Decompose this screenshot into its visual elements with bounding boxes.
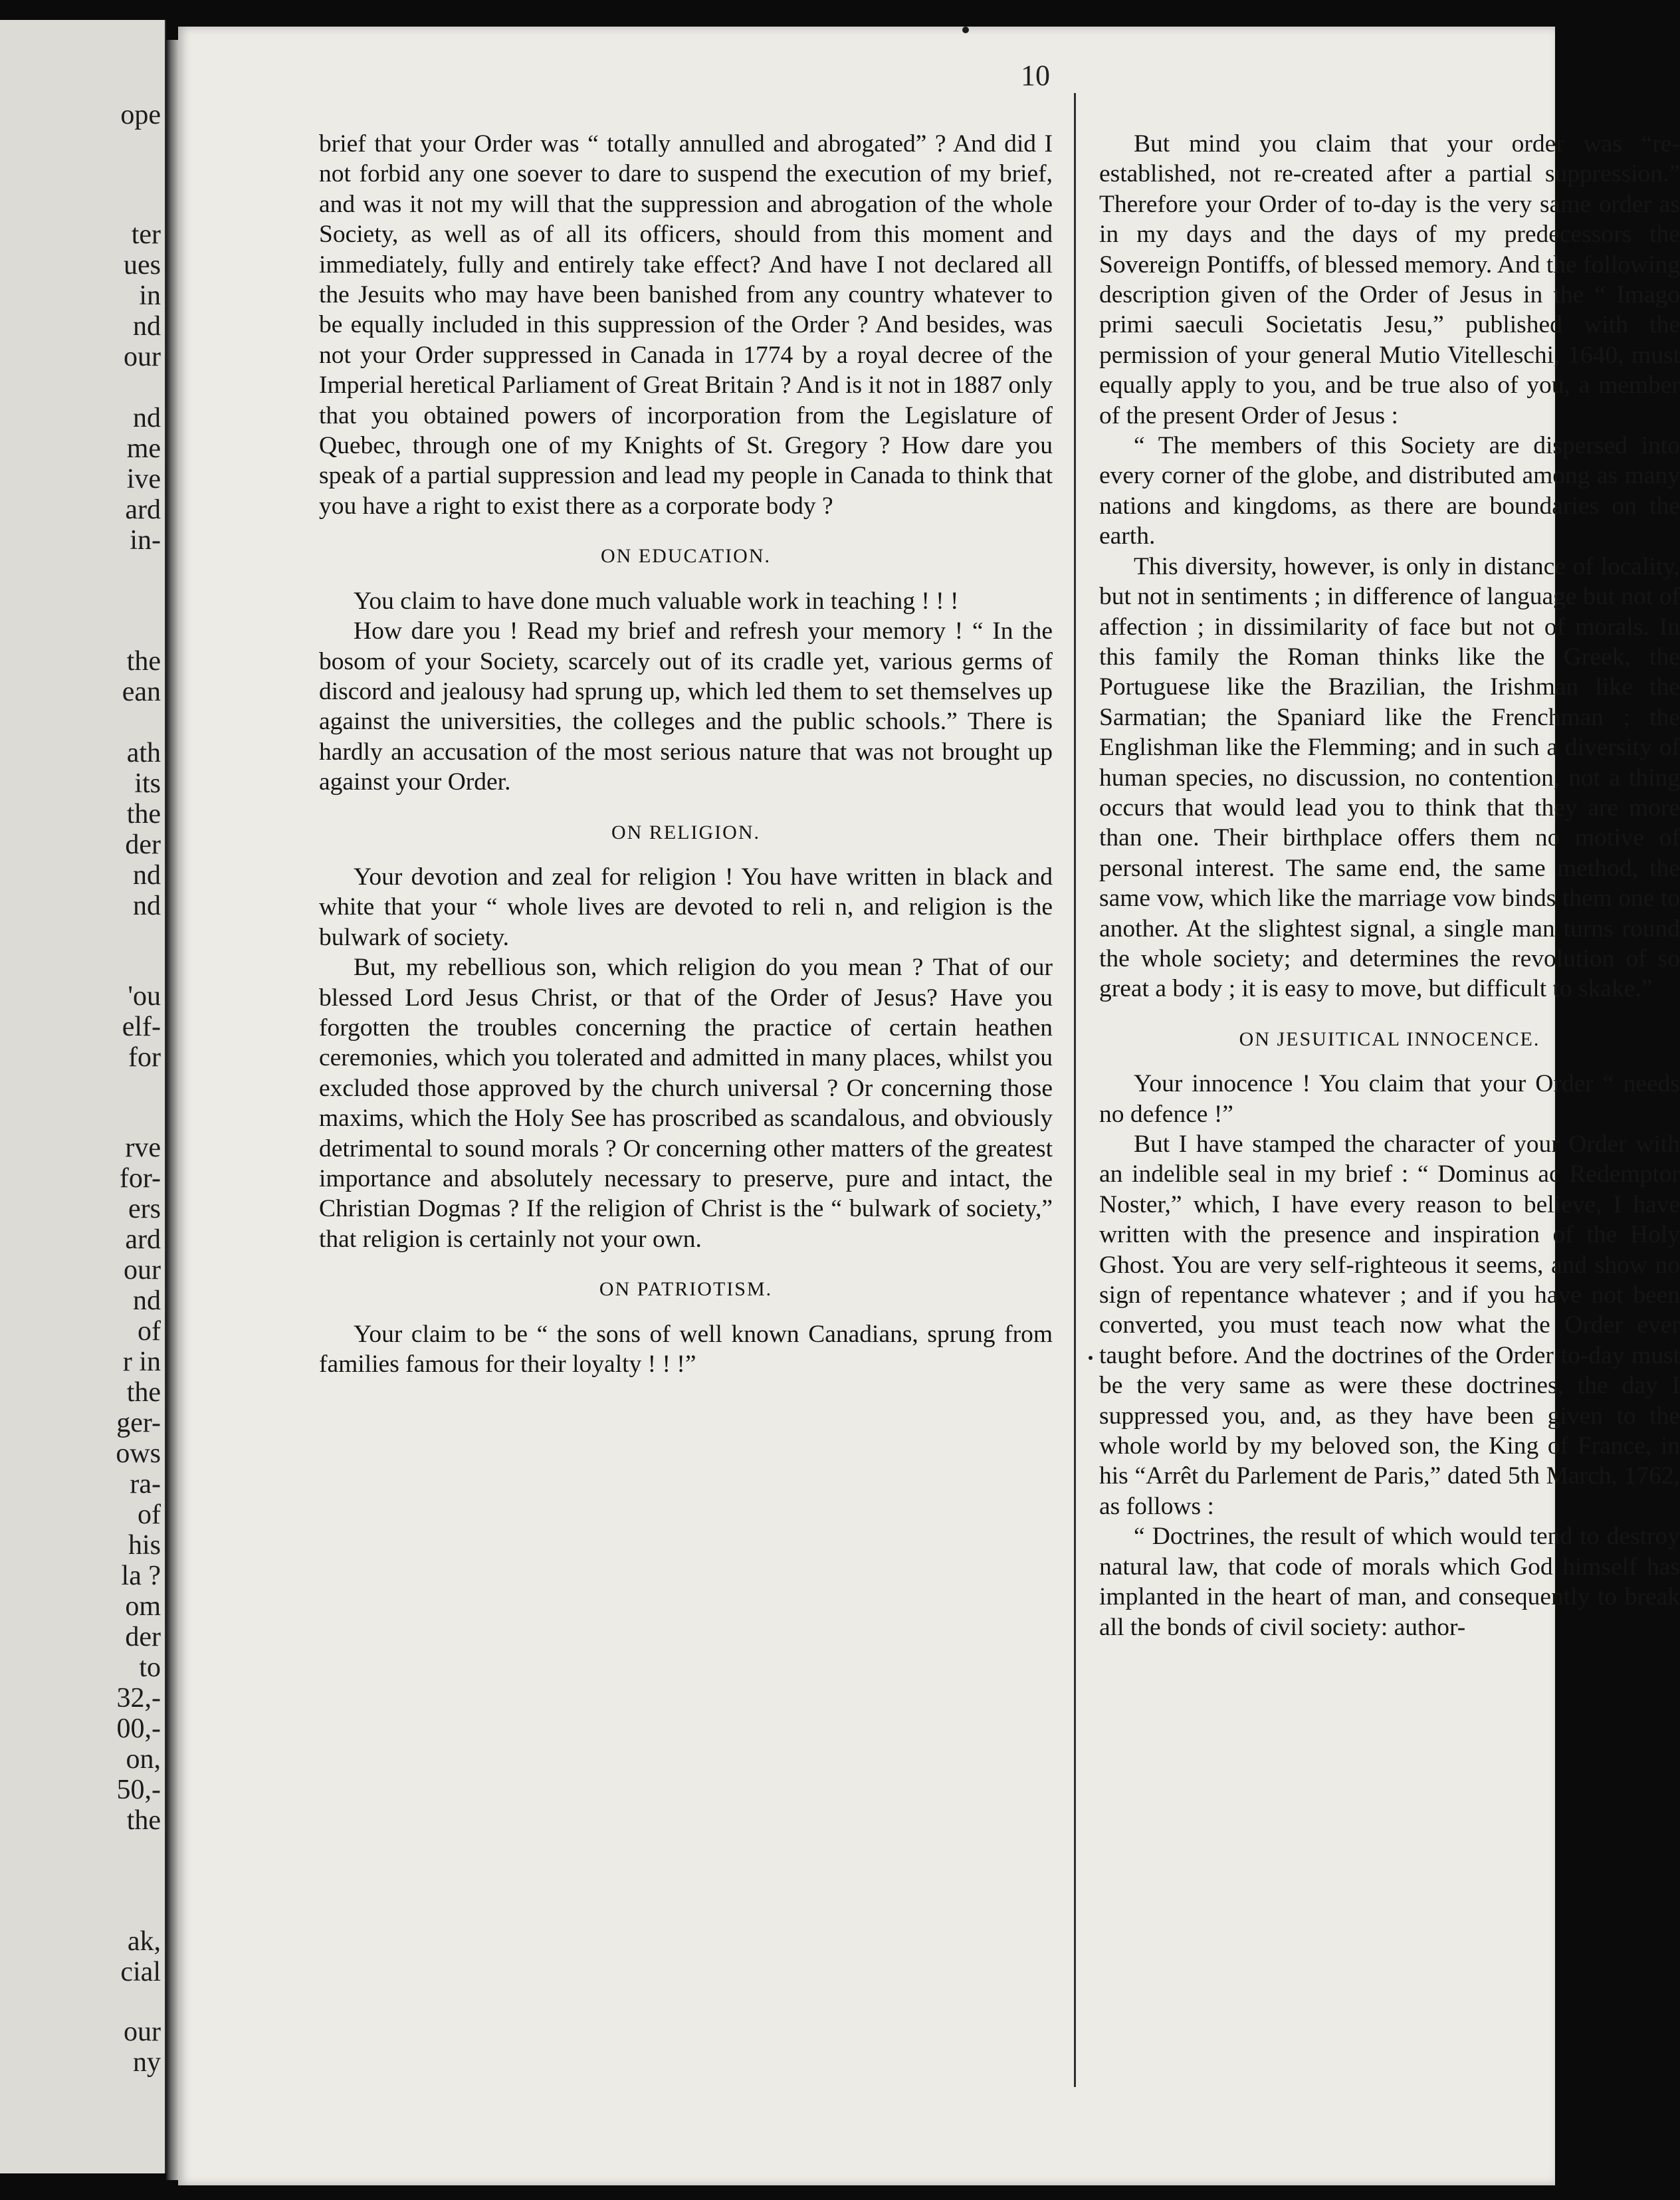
paragraph: Your claim to be “ the sons of well known Canadians, sprung from families famous for their loyalty ! ! !” [319, 1320, 1053, 1378]
previous-page-edge [0, 20, 166, 2173]
previous-page-fragment: om [125, 1591, 161, 1622]
paragraph: Your devotion and zeal for religion ! You have written in black and white that your “ whole lives are devoted to reli n, and religion is the bulwark of society. [319, 863, 1053, 951]
previous-page-fragment: ak, [127, 1926, 161, 1957]
paragraph: How dare you ! Read my brief and refresh your memory ! “ In the bosom of your Society, scarcely out of its cradle yet, various germs of discord and jealousy had sprung up, which led them to set themselves up against the universities, the colleges and the public schools.” There is hardly an accusation of the most serious nature that was not brought up against your Order. [319, 617, 1053, 796]
previous-page-fragment: der [125, 1622, 161, 1652]
section-heading-innocence: ON JESUITICAL INNOCENCE. [1239, 1028, 1540, 1050]
section-heading-religion: ON RELIGION. [611, 821, 760, 843]
previous-page-fragment: nd [133, 403, 161, 433]
previous-page-fragment: in [139, 280, 161, 311]
previous-page-fragment: of [138, 1316, 161, 1347]
column-rule [1074, 93, 1076, 2087]
previous-page-fragment: 'ou [128, 981, 161, 1012]
previous-page-fragment: me [126, 433, 161, 464]
paragraph: But I have stamped the character of your Order with an indelible seal in my brief : “ Dominus ac Redemptor Noster,” which, I have every reason to believe, I have written with the presence and inspiration of the Holy Ghost. You are very self-righteous it seems, and show no sign of repentance whatever ; and if you have not been converted, you must teach now what the Order ever taught before. And the doctrines of the Order to-day must be the very same as were these doctrines, the day I suppressed you, and, as they have been given to the whole world by my beloved son, the King of France, in his “Arrêt du Parlement de Paris,” dated 5th March, 1762, as follows : [1099, 1131, 1680, 1520]
previous-page-fragment: la ? [121, 1561, 161, 1591]
previous-page-fragment: ard [125, 495, 161, 525]
previous-page-fragment: our [124, 2017, 161, 2047]
previous-page-fragment: ra- [130, 1469, 161, 1499]
previous-page-fragment: der [125, 829, 161, 860]
previous-page-fragment: 32,- [116, 1683, 161, 1713]
previous-page-fragment: for- [119, 1163, 161, 1194]
previous-page-fragment: in- [130, 525, 161, 556]
previous-page-fragment: our [124, 1255, 161, 1285]
previous-page-fragment: the [126, 646, 161, 677]
previous-page-fragment: for [128, 1042, 161, 1073]
previous-page-fragment: ath [126, 738, 161, 768]
book-gutter [166, 40, 178, 2180]
previous-page-fragment: 50,- [116, 1775, 161, 1805]
print-speck [1089, 1356, 1093, 1360]
section-heading-patriotism: ON PATRIOTISM. [599, 1278, 773, 1301]
previous-page-fragment: the [126, 799, 161, 829]
paragraph: You claim to have done much valuable work in teaching ! ! ! [354, 587, 959, 615]
right-column [1099, 129, 1680, 1642]
previous-page-fragment: 00,- [116, 1713, 161, 1744]
previous-page-fragment: cial [120, 1957, 161, 1987]
previous-page-fragment: ger- [116, 1408, 161, 1438]
previous-page-fragment: ows [116, 1438, 161, 1469]
print-speck [962, 27, 969, 33]
previous-page-fragment: ues [124, 250, 161, 280]
previous-page-fragment: ope [120, 100, 161, 130]
previous-page-fragment: our [124, 342, 161, 372]
previous-page-fragment: nd [133, 860, 161, 891]
paragraph: This diversity, however, is only in distance of locality, but not in sentiments ; in difference of language but not of affection ; in dissimilarity of face but not of morals. In this family the Roman thinks like the Greek, the Portuguese like the Brazilian, the Irishman like the Sarmatian; the Spaniard like the Frenchman ; the Englishman like the Flemming; and in such a diversity of human species, no discussion, no contention, not a thing occurs that would lead you to think that they are more than one. Their birthplace offers them no motive of personal interest. The same end, the same method, the same vow, which like the marriage vow binds them one to another. At the slightest signal, a single man turns round the whole society; and determines the revolution of so great a body ; it is easy to move, but difficult to skake.” [1099, 552, 1680, 1003]
previous-page-fragment: the [126, 1805, 161, 1836]
previous-page-fragment: to [139, 1652, 161, 1683]
previous-page-fragment: of [138, 1499, 161, 1530]
previous-page-fragment: ny [133, 2047, 161, 2078]
page [178, 27, 1680, 2185]
previous-page-fragment: ean [122, 677, 161, 707]
paragraph: Your innocence ! You claim that your Order “ needs no defence !” [1099, 1070, 1680, 1128]
left-column [319, 129, 1053, 1379]
previous-page-fragment: the [126, 1377, 161, 1408]
previous-page-fragment: ers [128, 1194, 161, 1224]
page-number: 10 [1021, 59, 1050, 92]
previous-page-fragment: ive [126, 464, 161, 495]
previous-page-fragment: elf- [122, 1012, 161, 1042]
paragraph: brief that your Order was “ totally annulled and abrogated” ? And did I not forbid any one soever to dare to suspend the execution of my brief, and was it not my will that the suppression and abrogation of the whole Society, as well as of all its officers, should from this moment and immediately, fully and entirely take effect? And have I not declared all the Jesuits who may have been banished from any country whatever to be equally included in this suppression of the Order ? And besides, was not your Order suppressed in Canada in 1774 by a royal decree of the Imperial heretical Parliament of Great Britain ? And is it not in 1887 only that you obtained powers of incorporation from the Legislature of Quebec, through one of my Knights of St. Gregory ? How dare you speak of a partial suppression and lead my people in Canada to think that you have a right to exist there as a corporate body ? [319, 130, 1053, 520]
previous-page-fragment: ard [125, 1224, 161, 1255]
paragraph: “ The members of this Society are dispersed into every corner of the globe, and distributed among as many nations and kingdoms, as there are boundaries on the earth. [1099, 432, 1680, 550]
previous-page-fragment: nd [133, 311, 161, 342]
previous-page-fragment: nd [133, 1285, 161, 1316]
paragraph: But mind you claim that your order was “re-established, not re-created after a partial suppression.” Therefore your Order of to-day is the very same order as in my days and the days of my predecessors the Sovereign Pontiffs, of blessed memory. And the following description given of the Order of Jesus in the “ Imago primi saeculi Societatis Jesu,” published with the permission of your general Mutio Vitelleschi, 1640, must equally apply to you, and be true also of you, a member of the present Order of Jesus : [1099, 130, 1680, 429]
previous-page-fragment: rve [125, 1133, 161, 1163]
previous-page-fragment: nd [133, 891, 161, 921]
previous-page-fragment: on, [126, 1744, 161, 1775]
paragraph: “ Doctrines, the result of which would tend to destroy natural law, that code of morals which God himself has implanted in the heart of man, and consequently to break all the bonds of civil society: author- [1099, 1523, 1680, 1641]
previous-page-fragment: his [128, 1530, 161, 1561]
previous-page-fragment: its [134, 768, 161, 799]
previous-page-fragment: ter [131, 219, 161, 250]
paragraph: But, my rebellious son, which religion do you mean ? That of our blessed Lord Jesus Christ, or that of the Order of Jesus? Have you forgotten the troubles concerning the practice of certain heathen ceremonies, which you tolerated and admitted in many places, whilst you excluded those approved by the church universal ? Or concerning those maxims, which the Holy See has proscribed as scandalous, and obviously detrimental to sound morals ? Or concerning other matters of the greatest importance and absolutely necessary to preserve, pure and intact, the Christian Dogmas ? If the religion of Christ is the “ bulwark of society,” that religion is certainly not your own. [319, 954, 1053, 1253]
section-heading-education: ON EDUCATION. [601, 545, 771, 568]
previous-page-fragment: r in [122, 1347, 161, 1377]
